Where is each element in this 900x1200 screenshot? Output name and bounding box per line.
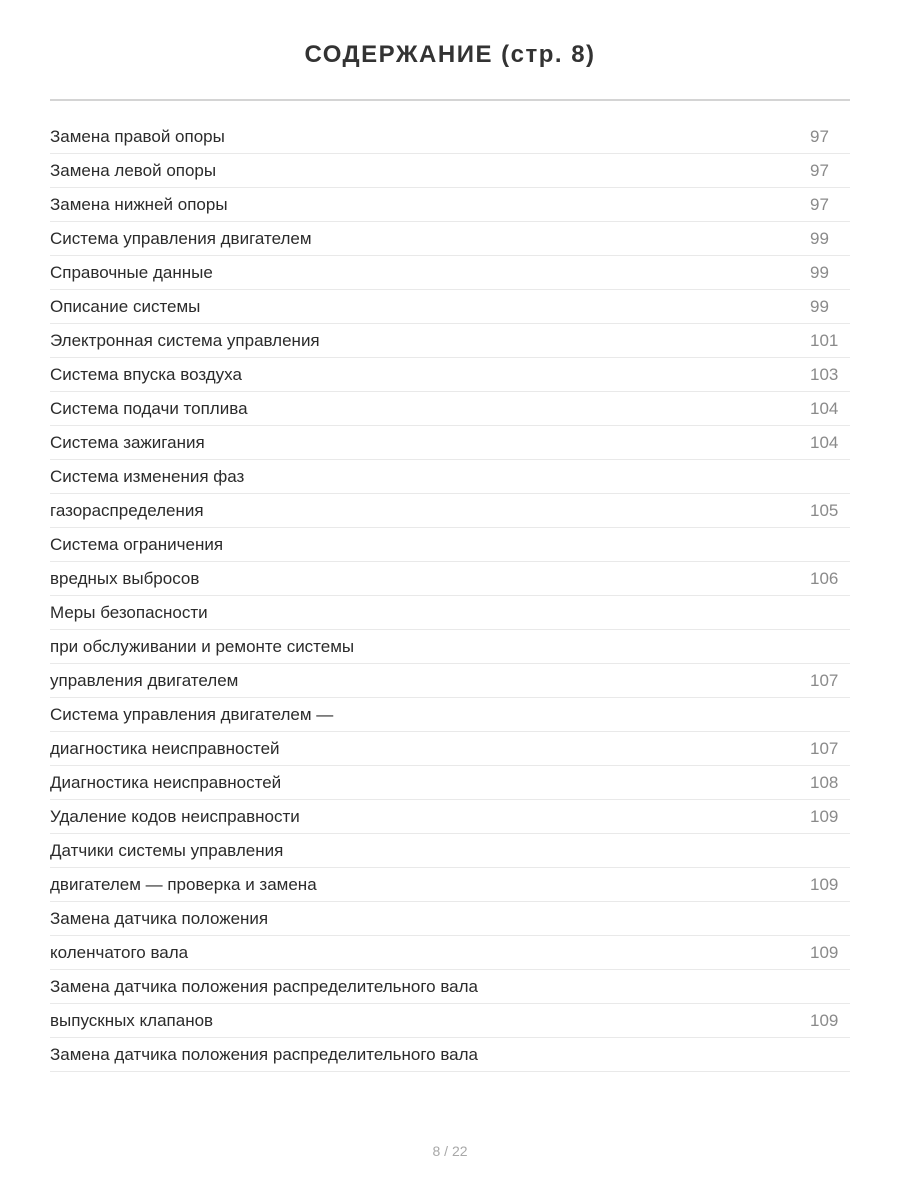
toc-entry-title: коленчатого вала bbox=[50, 942, 189, 962]
toc-entry[interactable] bbox=[50, 460, 850, 494]
toc-entry-title: Система впуска воздуха bbox=[50, 364, 242, 384]
toc-entry[interactable] bbox=[50, 1038, 850, 1072]
toc-entry-title: Справочные данные bbox=[50, 262, 213, 282]
toc-entry-page-number: 109 bbox=[810, 806, 839, 826]
toc-entry[interactable] bbox=[50, 120, 850, 154]
toc-entry-page-number: 109 bbox=[810, 1010, 839, 1030]
toc-entry-title: Система управления двигателем bbox=[50, 228, 312, 248]
toc-entry-title: диагностика неисправностей bbox=[50, 738, 280, 758]
toc-entry[interactable] bbox=[50, 902, 850, 936]
toc-entry-page-number: 97 bbox=[810, 160, 829, 180]
toc-entry[interactable] bbox=[50, 222, 850, 256]
toc-entry-title: Система изменения фаз bbox=[50, 466, 245, 486]
toc-entry-title: Меры безопасности bbox=[50, 602, 208, 622]
toc-entry-page-number: 104 bbox=[810, 432, 839, 452]
toc-entry-page-number: 109 bbox=[810, 942, 839, 962]
toc-entry-title: газораспределения bbox=[50, 500, 204, 520]
toc-entry[interactable] bbox=[50, 630, 850, 664]
toc-entry[interactable] bbox=[50, 426, 850, 460]
toc-entry-page-number: 104 bbox=[810, 398, 839, 418]
toc-entry-title: Описание системы bbox=[50, 296, 201, 316]
toc-entry-page-number: 97 bbox=[810, 194, 829, 214]
toc-entry[interactable] bbox=[50, 324, 850, 358]
toc-entry-page-number: 101 bbox=[810, 330, 839, 350]
toc-entry-title: вредных выбросов bbox=[50, 568, 200, 588]
toc-entry-title: Диагностика неисправностей bbox=[50, 772, 282, 792]
toc-entry[interactable] bbox=[50, 800, 850, 834]
toc-entry[interactable] bbox=[50, 392, 850, 426]
toc-entry-title: при обслуживании и ремонте системы bbox=[50, 636, 355, 656]
toc-entry-page-number: 105 bbox=[810, 500, 839, 520]
toc-entry[interactable] bbox=[50, 528, 850, 562]
toc-entry-title: Удаление кодов неисправности bbox=[50, 806, 300, 826]
toc-entry-title: Система зажигания bbox=[50, 432, 205, 452]
toc-entry-title: управления двигателем bbox=[50, 670, 239, 690]
toc-entry-page-number: 107 bbox=[810, 670, 839, 690]
toc-entry-title: Замена нижней опоры bbox=[50, 194, 228, 214]
toc-entry[interactable] bbox=[50, 494, 850, 528]
toc-entry-page-number: 103 bbox=[810, 364, 839, 384]
page-indicator: 8 / 22 bbox=[432, 1143, 468, 1159]
toc-entry-page-number: 107 bbox=[810, 738, 839, 758]
toc-entry-page-number: 108 bbox=[810, 772, 839, 792]
toc-entry[interactable] bbox=[50, 256, 850, 290]
toc-entry[interactable] bbox=[50, 188, 850, 222]
toc-entry[interactable] bbox=[50, 358, 850, 392]
table-of-contents bbox=[50, 120, 850, 1072]
toc-entry-title: Замена датчика положения распределительного вала bbox=[50, 976, 479, 996]
toc-entry-title: Датчики системы управления bbox=[50, 840, 284, 860]
toc-entry-title: Замена датчика положения bbox=[50, 908, 269, 928]
toc-entry-title: Система подачи топлива bbox=[50, 398, 248, 418]
toc-entry-page-number: 99 bbox=[810, 228, 829, 248]
toc-entry-title: Замена датчика положения распределительного вала bbox=[50, 1044, 479, 1064]
toc-entry[interactable] bbox=[50, 562, 850, 596]
toc-entry[interactable] bbox=[50, 936, 850, 970]
toc-entry[interactable] bbox=[50, 834, 850, 868]
toc-entry-title: Система ограничения bbox=[50, 534, 224, 554]
toc-entry[interactable] bbox=[50, 868, 850, 902]
toc-entry-page-number: 109 bbox=[810, 874, 839, 894]
toc-entry[interactable] bbox=[50, 732, 850, 766]
toc-entry-page-number: 97 bbox=[810, 126, 829, 146]
toc-entry[interactable] bbox=[50, 664, 850, 698]
toc-entry[interactable] bbox=[50, 290, 850, 324]
toc-entry[interactable] bbox=[50, 154, 850, 188]
toc-entry-title: двигателем — проверка и замена bbox=[50, 874, 317, 894]
toc-entry-page-number: 99 bbox=[810, 296, 829, 316]
toc-entry-title: Замена правой опоры bbox=[50, 126, 225, 146]
title-divider bbox=[50, 99, 850, 101]
toc-entry[interactable] bbox=[50, 596, 850, 630]
page-title: СОДЕРЖАНИЕ (стр. 8) bbox=[304, 41, 596, 68]
toc-entry-page-number: 106 bbox=[810, 568, 839, 588]
toc-entry-page-number: 99 bbox=[810, 262, 829, 282]
toc-entry-title: Система управления двигателем — bbox=[50, 704, 334, 724]
toc-entry-title: выпускных клапанов bbox=[50, 1010, 214, 1030]
toc-entry-title: Электронная система управления bbox=[50, 330, 320, 350]
toc-entry[interactable] bbox=[50, 766, 850, 800]
toc-entry-title: Замена левой опоры bbox=[50, 160, 217, 180]
toc-entry[interactable] bbox=[50, 1004, 850, 1038]
toc-entry[interactable] bbox=[50, 698, 850, 732]
toc-entry[interactable] bbox=[50, 970, 850, 1004]
